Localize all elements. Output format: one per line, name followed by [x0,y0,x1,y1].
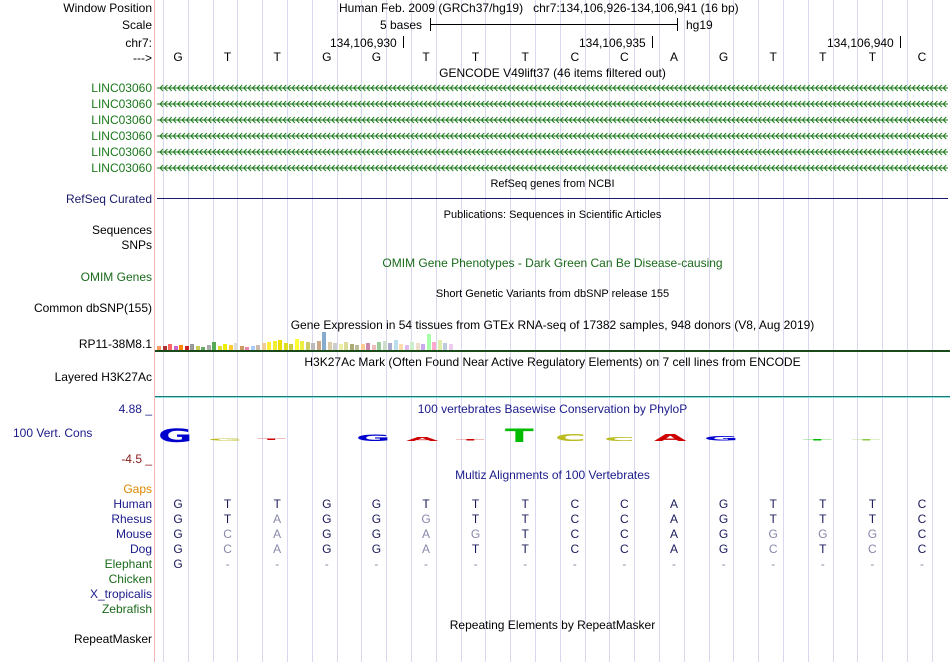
multiz-aligned-base: - [771,557,776,571]
reference-base: T [471,50,480,64]
snps-label[interactable]: SNPs [121,238,152,252]
multiz-aligned-base: G [718,542,729,556]
multiz-aligned-base: G [718,527,729,541]
multiz-aligned-base: A [669,527,678,541]
omim-track-title[interactable]: OMIM Gene Phenotypes - Dark Green Can Be Disease-causing [382,256,723,270]
window-position-label: Window Position [63,1,152,15]
multiz-aligned-base: - [721,557,726,571]
multiz-aligned-base: A [421,527,430,541]
gtex-tissue-bar[interactable] [267,342,271,350]
strand-label: ---> [133,51,152,65]
refseq-label[interactable]: RefSeq Curated [65,192,152,206]
phylop-logo-letter: C [604,435,636,442]
sequences-label[interactable]: Sequences [91,223,152,237]
multiz-aligned-base: C [620,542,629,556]
h3k27ac-track-title[interactable]: H3K27Ac Mark (Often Found Near Active Regulatory Elements) on 7 cell lines from ENCODE [304,355,801,369]
reference-base: T [868,50,877,64]
phylop-logo-letter: G [703,434,739,443]
phylop-logo-letter: A [654,432,687,444]
omim-label[interactable]: OMIM Genes [80,270,152,284]
multiz-aligned-base: G [371,512,382,526]
scale-label: Scale [121,18,152,32]
gtex-tissue-bar[interactable] [333,343,337,350]
reference-base: C [620,50,629,64]
gtex-tissue-bar[interactable] [432,342,436,350]
multiz-aligned-base: C [223,542,232,556]
chrom-label: chr7: [125,36,152,50]
multiz-species-label[interactable]: Rhesus [111,512,152,526]
multiz-aligned-base: - [523,557,528,571]
multiz-aligned-base: T [521,527,529,541]
multiz-aligned-base: - [473,557,478,571]
refseq-track-title[interactable]: RefSeq genes from NCBI [490,178,615,190]
multiz-aligned-base: G [322,527,332,541]
multiz-aligned-base: C [868,542,877,556]
multiz-species-label[interactable]: Elephant [104,557,152,571]
multiz-aligned-base: T [471,512,480,526]
multiz-aligned-base: A [669,497,678,511]
reference-base: G [322,50,332,64]
gtex-tissue-bar[interactable] [262,343,266,350]
phylop-logo-letter: C [554,432,586,444]
gencode-gene-label[interactable]: LINC03060 [91,113,152,127]
gtex-expression-bars[interactable] [157,332,457,350]
multiz-aligned-base: C [917,497,927,511]
phylop-logo-letter: T [257,438,286,441]
gencode-gene-label[interactable]: LINC03060 [91,97,152,111]
multiz-aligned-base: A [669,512,678,526]
gtex-tissue-bar[interactable] [383,341,387,350]
multiz-aligned-base: G [421,512,431,526]
phylop-min-label: -4.5 _ [121,452,152,466]
reference-base: T [422,50,430,64]
reference-base: G [173,50,183,64]
gtex-tissue-bar[interactable] [344,342,348,350]
multiz-aligned-base: T [868,512,877,526]
multiz-aligned-base: - [424,557,428,571]
h3k27ac-label[interactable]: Layered H3K27Ac [54,370,152,384]
multiz-aligned-base: - [920,557,924,571]
gtex-tissue-bar[interactable] [278,340,282,350]
phylop-logo-letter: G [158,424,193,447]
gencode-gene-models[interactable] [0,0,950,180]
reference-base: T [273,50,281,64]
gtex-tissue-bar[interactable] [317,341,321,350]
multiz-species-label[interactable]: Chicken [108,572,152,586]
gtex-track-title[interactable]: Gene Expression in 54 tissues from GTEx RNA-seq of 17382 samples, 948 donors (V8, Aug 2019) [290,318,815,332]
multiz-aligned-base: T [868,497,877,511]
gtex-tissue-bar[interactable] [328,342,332,350]
multiz-aligned-base: T [819,542,827,556]
reference-base: C [570,50,580,64]
multiz-aligned-base: G [371,497,382,511]
phylop-track-title[interactable]: 100 vertebrates Basewise Conservation by PhyloP [417,402,688,416]
multiz-aligned-base: C [570,497,580,511]
gtex-tissue-bar[interactable] [284,343,288,350]
reference-base: T [223,50,232,64]
gtex-tissue-bar[interactable] [438,340,442,350]
multiz-aligned-base: G [173,512,183,526]
multiz-aligned-base: C [917,527,927,541]
multiz-aligned-base: C [570,542,580,556]
scale-text: 5 bases [380,18,423,32]
gtex-tissue-bar[interactable] [322,332,326,350]
gtex-tissue-bar[interactable] [443,343,447,350]
multiz-aligned-base: T [273,497,281,511]
repeatmasker-label[interactable]: RepeatMasker [73,632,152,646]
phylop-logo-letter: G [207,437,243,441]
reference-base: T [819,50,827,64]
reference-base: G [371,50,382,64]
multiz-aligned-base: T [422,497,430,511]
phylop-logo-letter: A [406,435,439,442]
multiz-aligned-base: - [572,557,577,571]
gtex-label[interactable]: RP11-38M8.1 [78,337,152,351]
coordinate-tick-label: 134,106,930 [330,36,397,50]
multiz-species-label[interactable]: X_tropicalis [89,587,152,601]
multiz-aligned-base: T [471,497,480,511]
phylop-logo-letter: T [802,438,832,441]
multiz-aligned-base: A [273,527,282,541]
gtex-tissue-bar[interactable] [394,340,398,350]
multiz-aligned-base: - [275,557,280,571]
multiz-species-label[interactable]: Human [113,497,152,511]
multiz-aligned-base: T [521,542,529,556]
multiz-aligned-base: C [620,512,629,526]
multiz-aligned-base: G [768,527,778,541]
multiz-aligned-base: G [322,497,332,511]
multiz-species-label[interactable]: Mouse [115,527,152,541]
assembly-name: Human Feb. 2009 (GRCh37/hg19) [339,1,524,15]
multiz-aligned-base: G [322,542,332,556]
phylop-logo-letter: G [356,432,391,443]
multiz-aligned-base: - [622,557,627,571]
scale-db: hg19 [686,18,713,32]
multiz-aligned-base: A [669,542,678,556]
gtex-tissue-bar[interactable] [300,341,304,350]
phylop-logo-letter: T [455,438,485,441]
multiz-aligned-base: T [521,497,529,511]
multiz-species-label[interactable]: Zebrafish [101,602,152,616]
multiz-aligned-base: C [917,512,927,526]
gtex-gene-line[interactable] [155,350,950,352]
gtex-tissue-bar[interactable] [273,341,277,350]
gaps-label[interactable]: Gaps [123,482,152,496]
multiz-aligned-base: T [769,512,777,526]
reference-base: A [669,50,678,64]
phylop-logo-letter: T [505,424,534,447]
multiz-aligned-base: G [173,557,183,571]
gtex-tissue-bar[interactable] [306,342,310,350]
multiz-aligned-base: C [570,512,580,526]
repeatmasker-track-title[interactable]: Repeating Elements by RepeatMasker [449,618,656,632]
gencode-gene-label[interactable]: LINC03060 [91,81,152,95]
multiz-aligned-base: G [322,512,332,526]
position-range: chr7:134,106,926-134,106,941 (16 bp) [533,1,739,15]
gencode-gene-label[interactable]: LINC03060 [91,129,152,143]
phylop-logo-letter: T [852,438,882,441]
multiz-aligned-base: T [819,497,827,511]
multiz-aligned-base: G [867,527,878,541]
multiz-aligned-base: G [818,527,828,541]
multiz-aligned-base: G [371,542,382,556]
multiz-aligned-base: - [225,557,230,571]
gtex-tissue-bar[interactable] [311,343,315,350]
phylop-label[interactable]: 100 Vert. Cons [13,426,93,440]
gtex-tissue-bar[interactable] [377,342,381,350]
multiz-aligned-base: - [820,557,825,571]
multiz-aligned-base: C [917,542,927,556]
gtex-tissue-bar[interactable] [416,343,420,350]
gencode-gene-label[interactable]: LINC03060 [91,161,152,175]
multiz-aligned-base: G [173,497,183,511]
multiz-aligned-base: A [421,542,430,556]
gtex-tissue-bar[interactable] [388,343,392,350]
h3k27ac-signal-shade [155,397,950,398]
multiz-aligned-base: A [273,542,282,556]
dbsnp-label[interactable]: Common dbSNP(155) [33,301,152,315]
multiz-species-label[interactable]: Dog [129,542,152,556]
multiz-aligned-base: G [470,527,481,541]
multiz-aligned-base: C [768,542,778,556]
dbsnp-track-title[interactable]: Short Genetic Variants from dbSNP release 155 [435,288,670,300]
multiz-aligned-base: G [718,512,729,526]
multiz-aligned-base: G [173,542,183,556]
multiz-aligned-base: T [223,497,232,511]
gencode-track-title[interactable]: GENCODE V49lift37 (46 items filtered out) [439,66,666,80]
multiz-aligned-base: T [223,512,232,526]
multiz-track-title[interactable]: Multiz Alignments of 100 Vertebrates [455,468,650,482]
multiz-aligned-base: - [870,557,875,571]
gtex-tissue-bar[interactable] [234,343,238,350]
multiz-aligned-base: T [521,512,529,526]
multiz-aligned-base: T [471,542,480,556]
gencode-gene-label[interactable]: LINC03060 [91,145,152,159]
multiz-aligned-base: C [570,527,580,541]
gtex-tissue-bar[interactable] [410,342,414,350]
multiz-aligned-base: - [324,557,329,571]
reference-base: G [718,50,729,64]
reference-base: T [769,50,777,64]
gtex-tissue-bar[interactable] [427,334,431,350]
reference-base: T [521,50,529,64]
multiz-aligned-base: G [371,527,382,541]
reference-base: C [917,50,927,64]
coordinate-tick-label: 134,106,935 [579,36,646,50]
multiz-aligned-base: - [672,557,676,571]
multiz-aligned-base: G [718,497,729,511]
phylop-max-label: 4.88 _ [118,402,152,416]
multiz-aligned-base: - [374,557,379,571]
refseq-gene-line[interactable] [157,198,948,199]
multiz-aligned-base: C [620,527,629,541]
multiz-aligned-base: C [223,527,232,541]
multiz-aligned-base: C [620,497,629,511]
coordinate-tick-label: 134,106,940 [827,36,894,50]
publications-track-title[interactable]: Publications: Sequences in Scientific Articles [443,209,662,221]
multiz-aligned-base: G [173,527,183,541]
multiz-aligned-base: T [819,512,827,526]
multiz-aligned-base: A [273,512,282,526]
multiz-aligned-base: T [769,497,777,511]
gtex-tissue-bar[interactable] [295,339,299,350]
gtex-tissue-bar[interactable] [366,343,370,350]
gtex-tissue-bar[interactable] [212,342,216,350]
